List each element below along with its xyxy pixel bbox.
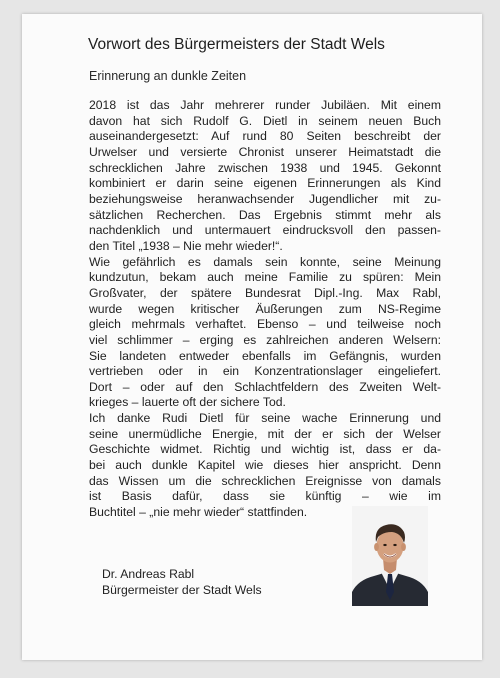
body-line: nachdenklich und untermauert eindrucksvoll den passen- <box>89 223 441 238</box>
body-line: das Wissen um die schrecklichen Ereignisse von damals <box>89 473 441 488</box>
signature-block <box>102 567 262 598</box>
body-line: krieges – lauerte oft der sichere Tod. <box>89 395 286 410</box>
body-line: sätzlichen Recherchen. Das Ergebnis stimmt mehr als <box>89 207 441 222</box>
body-line: gleich mehrmals verhaftet. Ebenso – und teilweise noch <box>89 317 441 332</box>
body-line: davon hat sich Rudolf G. Dietl in seinem neuen Buch <box>89 113 441 128</box>
body-line: den Titel „1938 – Nie mehr wieder!“. <box>89 238 283 253</box>
body-line: ist Basis dafür, dass sie künftig – wie im <box>89 489 441 504</box>
signature-name: Dr. Andreas Rabl <box>102 567 195 581</box>
body-line: bei auch dunkle Kapitel wie dieses hier anspricht. Denn <box>89 458 441 473</box>
document-page <box>22 14 482 660</box>
portrait-icon <box>352 506 428 606</box>
body-line: auseinandergesetzt: Auf rund 80 Seiten beschreibt der <box>89 129 441 144</box>
body-line: beziehungsweise heranwachsender Jugendlicher mit zu- <box>89 191 441 206</box>
body-text <box>89 98 441 521</box>
body-line: wurde wegen kritischer Äußerungen zum NS-Regime <box>89 301 441 316</box>
body-line: viel schlimmer – erging es zahlreichen anderen Welsern: <box>89 332 441 347</box>
body-line: Ich danke Rudi Dietl für seine wache Erinnerung und <box>89 411 441 426</box>
body-line: Urwelser und versierte Chronist unserer Heimatstadt die <box>89 144 441 159</box>
portrait-photo <box>352 506 428 606</box>
page-title: Vorwort des Bürgermeisters der Stadt Wels <box>88 36 385 53</box>
body-line: Buchtitel – „nie mehr wieder“ stattfinden. <box>89 505 308 520</box>
body-line: Großvater, der spätere Bundesrat Dipl.-Ing. Max Rabl, <box>89 285 441 300</box>
body-line: kombiniert er darin seine eigenen Erinnerungen als Kind <box>89 176 441 191</box>
body-line: vertrieben oder in ein Konzentrationslager eingeliefert. <box>89 364 441 379</box>
body-line: schrecklichen Jahre zwischen 1938 und 1945. Gekonnt <box>89 160 441 175</box>
body-line: Sie landeten entweder ebenfalls im Gefängnis, wurden <box>89 348 441 363</box>
page-subtitle: Erinnerung an dunkle Zeiten <box>89 69 247 83</box>
body-line: 2018 ist das Jahr mehrerer runder Jubiläen. Mit einem <box>89 98 441 112</box>
body-line: seine unermüdliche Energie, mit der er sich der Welser <box>89 426 441 441</box>
body-line: kundzutun, bekam auch meine Familie zu spüren: Mein <box>89 270 441 285</box>
body-line: Dort – oder auf den Schlachtfeldern des Zweiten Welt- <box>89 379 441 394</box>
signature-role: Bürgermeister der Stadt Wels <box>102 582 262 597</box>
body-line: Wie gefährlich es damals sein konnte, seine Meinung <box>89 254 441 269</box>
body-line: Geschichte widmet. Richtig und wichtig ist, dass er da- <box>89 442 441 457</box>
